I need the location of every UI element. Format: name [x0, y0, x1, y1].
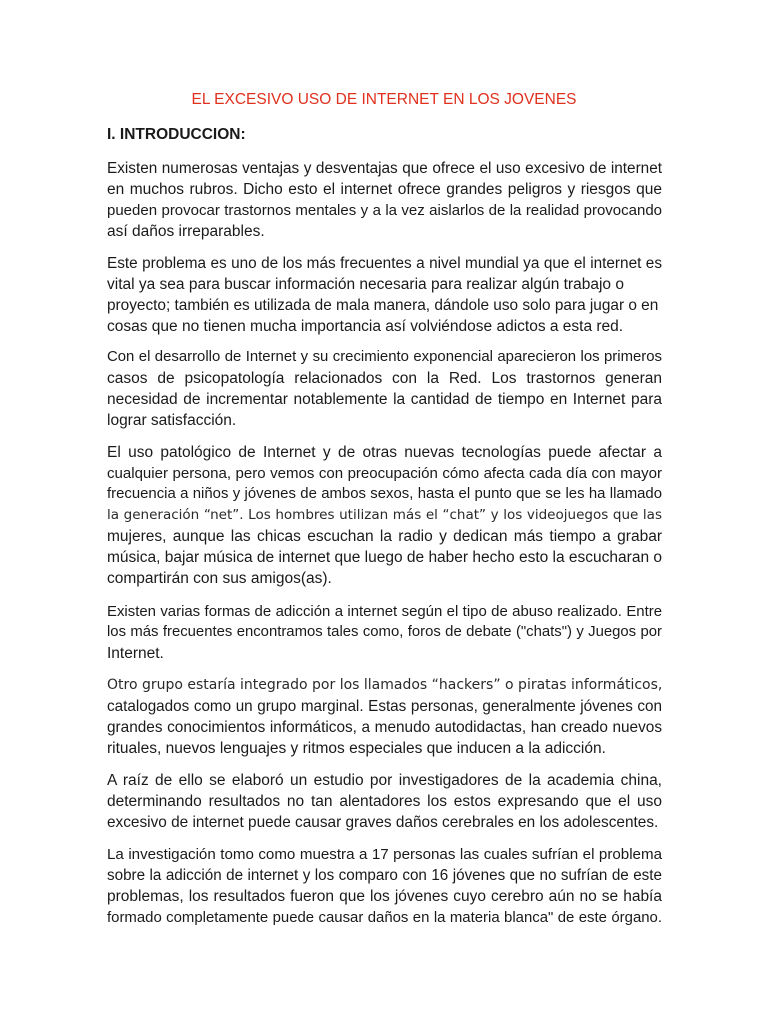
paragraph-line: la generación “net”. Los hombres utilizan más el “chat” y los videojuegos que las: [107, 507, 662, 523]
paragraph-line: catalogados como un grupo marginal. Estas personas, generalmente jóvenes con: [107, 698, 662, 715]
paragraph-line: pueden provocar trastornos mentales y a la vez aislarlos de la realidad provocando: [107, 202, 662, 219]
paragraph-line: cosas que no tienen mucha importancia así volviéndose adictos a esta red.: [107, 318, 624, 335]
paragraph-4: [107, 442, 662, 589]
paragraph-line: así daños irreparables.: [107, 223, 265, 240]
paragraph-line: música, bajar música de internet que luego de haber hecho esto la escucharan o: [107, 549, 662, 566]
paragraph-line: mujeres, aunque las chicas escuchan la radio y dedican más tiempo a grabar: [107, 528, 662, 545]
paragraph-line: El uso patológico de Internet y de otras nuevas tecnologías puede afectar a: [107, 444, 662, 461]
paragraph-line: formado completamente puede causar daños en la materia blanca" de este órgano.: [107, 909, 662, 926]
paragraph-line: Internet.: [107, 645, 164, 662]
paragraph-line: necesidad de incrementar notablemente la cantidad de tiempo en Internet para: [107, 391, 662, 408]
paragraph-line: determinando resultados no tan alentadores los estos expresando que el uso: [107, 793, 662, 810]
paragraph-line: Con el desarrollo de Internet y su crecimiento exponencial aparecieron los primeros: [107, 349, 662, 365]
paragraph-line: Otro grupo estaría integrado por los llamados “hackers” o piratas informáticos,: [107, 677, 663, 693]
paragraph-line: casos de psicopatología relacionados con la Red. Los trastornos generan: [107, 370, 662, 387]
paragraph-1: [107, 158, 662, 242]
document-title: EL EXCESIVO USO DE INTERNET EN LOS JOVENES: [191, 91, 577, 108]
paragraph-line: compartirán con sus amigos(as).: [107, 570, 332, 587]
paragraph-line: Este problema es uno de los más frecuentes a nivel mundial ya que el internet es: [107, 255, 662, 272]
paragraph-5: [107, 601, 662, 664]
paragraph-line: Existen numerosas ventajas y desventajas que ofrece el uso excesivo de internet: [107, 160, 662, 177]
paragraph-line: A raíz de ello se elaboró un estudio por investigadores de la academia china,: [107, 772, 662, 789]
section-heading: I. INTRODUCCION:: [107, 126, 246, 143]
paragraph-line: proyecto; también es utilizada de mala manera, dándole uso solo para jugar o en: [107, 297, 659, 314]
paragraph-line: lograr satisfacción.: [107, 412, 237, 429]
paragraph-line: problemas, los resultados fueron que los jóvenes cuyo cerebro aún no se había: [107, 888, 662, 905]
paragraph-line: rituales, nuevos lenguajes y ritmos especiales que inducen a la adicción.: [107, 740, 606, 757]
paragraph-line: cualquier persona, pero vemos con preocupación cómo afecta cada día con mayor: [107, 465, 662, 482]
paragraph-line: Existen varias formas de adicción a internet según el tipo de abuso realizado. Entre: [107, 603, 662, 620]
paragraph-line: frecuencia a niños y jóvenes de ambos sexos, hasta el punto que se les ha llamado: [107, 486, 662, 502]
paragraph-line: en muchos rubros. Dicho esto el internet ofrece grandes peligros y riesgos que: [107, 181, 662, 198]
paragraph-8: [107, 844, 662, 928]
paragraph-line: los más frecuentes encontramos tales como, foros de debate ("chats") y Juegos por: [107, 624, 662, 640]
paragraph-7: [107, 770, 662, 833]
paragraph-line: sobre la adicción de internet y los comparo con 16 jóvenes que no sufrían de este: [107, 867, 662, 884]
paragraph-line: excesivo de internet puede causar graves daños cerebrales en los adolescentes.: [107, 814, 659, 831]
paragraph-3: [107, 347, 662, 431]
paragraph-line: La investigación tomo como muestra a 17 personas las cuales sufrían el problema: [107, 846, 662, 863]
paragraph-line: vital ya sea para buscar información necesaria para realizar algún trabajo o: [107, 276, 624, 293]
paragraph-line: grandes conocimientos informáticos, a menudo autodidactas, han creado nuevos: [107, 719, 662, 736]
paragraph-2: [107, 253, 662, 337]
paragraph-6: [107, 675, 662, 759]
